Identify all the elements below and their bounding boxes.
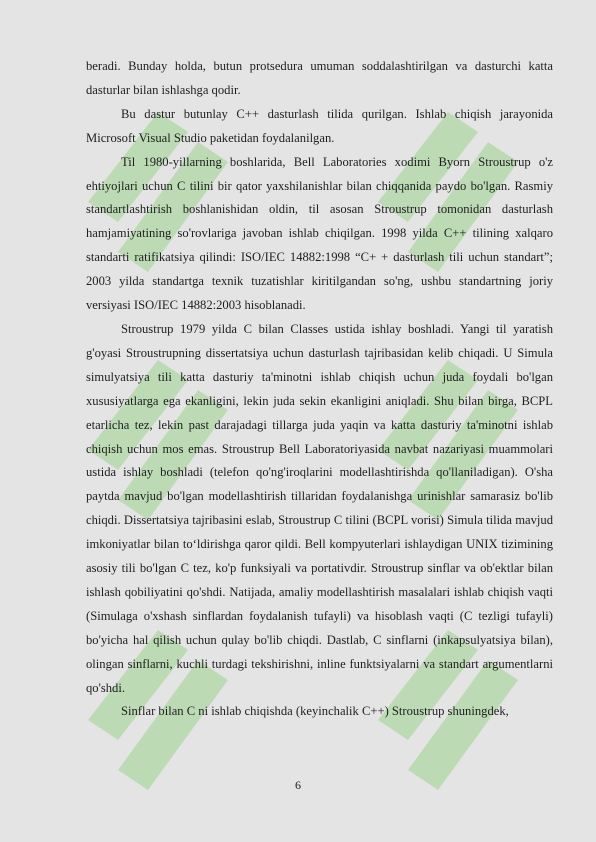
paragraph-continuation: beradi. Bunday holda, butun protsedura umuman soddalashtirilgan va dasturchi katta dasturlar bilan ishlashga qodir. — [86, 59, 553, 97]
paragraph: Til 1980-yillarning boshlarida, Bell Laboratories xodimi Byorn Stroustrup o'z ehtiyojlari uchun C tilini bir qator yaxshilanishlar bilan chiqqanida paydo bo'lgan. Rasmiy standartlashtirish boshlanishidan oldin, til asosan Stroustrup tomonidan dasturlash hamjamiyatining so'rovlariga javoban ishlab chiqilgan. 1998 yilda C++ tilining xalqaro standarti ratifikatsiya qilindi: ISO/IEC 14882:1998 “C+ + dasturlash tili uchun standart”; 2003 yilda standartga texnik tuzatishlar kiritilgandan so'ng, ushbu standartning joriy versiyasi ISO/IEC 14882:2003 hisoblanadi. — [86, 154, 553, 313]
paragraph: Bu dastur butunlay C++ dasturlash tilida qurilgan. Ishlab chiqish jarayonida Microsoft Visual Studio paketidan foydalanilgan. — [86, 106, 553, 145]
page-number: 6 — [295, 778, 301, 792]
body-text — [86, 55, 553, 724]
paragraph: Sinflar bilan C ni ishlab chiqishda (keyinchalik C++) Stroustrup shuningdek, — [121, 704, 509, 719]
paragraph: Stroustrup 1979 yilda C bilan Classes ustida ishlay boshladi. Yangi til yaratish g'oyasi Stroustrupning dissertatsiya uchun dasturlash tajribasidan kelib chiqadi. U Simula simulyatsiya tili katta dasturiy ta'minotni ishlab chiqish uchun juda foydali bo'lgan xususiyatlarga ega ekanligini, lekin juda sekin ekanligini aniqladi. Shu bilan birga, BCPL etarlicha tez, lekin past darajadagi tillarga juda yaqin va katta dasturiy ta'minotni ishlab chiqish uchun mos emas. Stroustrup Bell Laboratoriyasida navbat nazariyasi muammolari ustida ishlay boshladi (telefon qo'ng'iroqlarini modellashtirishda qo'llaniladigan). O'sha paytda mavjud bo'lgan modellashtirish tillaridan foydalanishga urinishlar samarasiz bo'lib chiqdi. Dissertatsiya tajribasini eslab, Stroustrup C tilini (BCPL vorisi) Simula tilida mavjud imkoniyatlar bilan to‘ldirishga qaror qildi. Bell kompyuterlari ishlaydigan UNIX tizimining asosiy tili bo'lgan C tez, ko'p funksiyali va portativdir. Stroustrup sinflar va ob'ektlar bilan ishlash qobiliyatini qo'shdi. Natijada, amaliy modellashtirish masalalari ishlab chiqish vaqti (Simulaga o'xshash sinflardan foydalanish tufayli) va hisoblash vaqti (C tezligi tufayli) bo'yicha hal qilish uchun qulay bo'lib chiqdi. Dastlab, C sinflarni (inkapsulyatsiya bilan), olingan sinflarni, kuchli turdagi tekshirishni, inline funktsiyalarni va standart argumentlarni qo'shdi. — [86, 321, 553, 695]
